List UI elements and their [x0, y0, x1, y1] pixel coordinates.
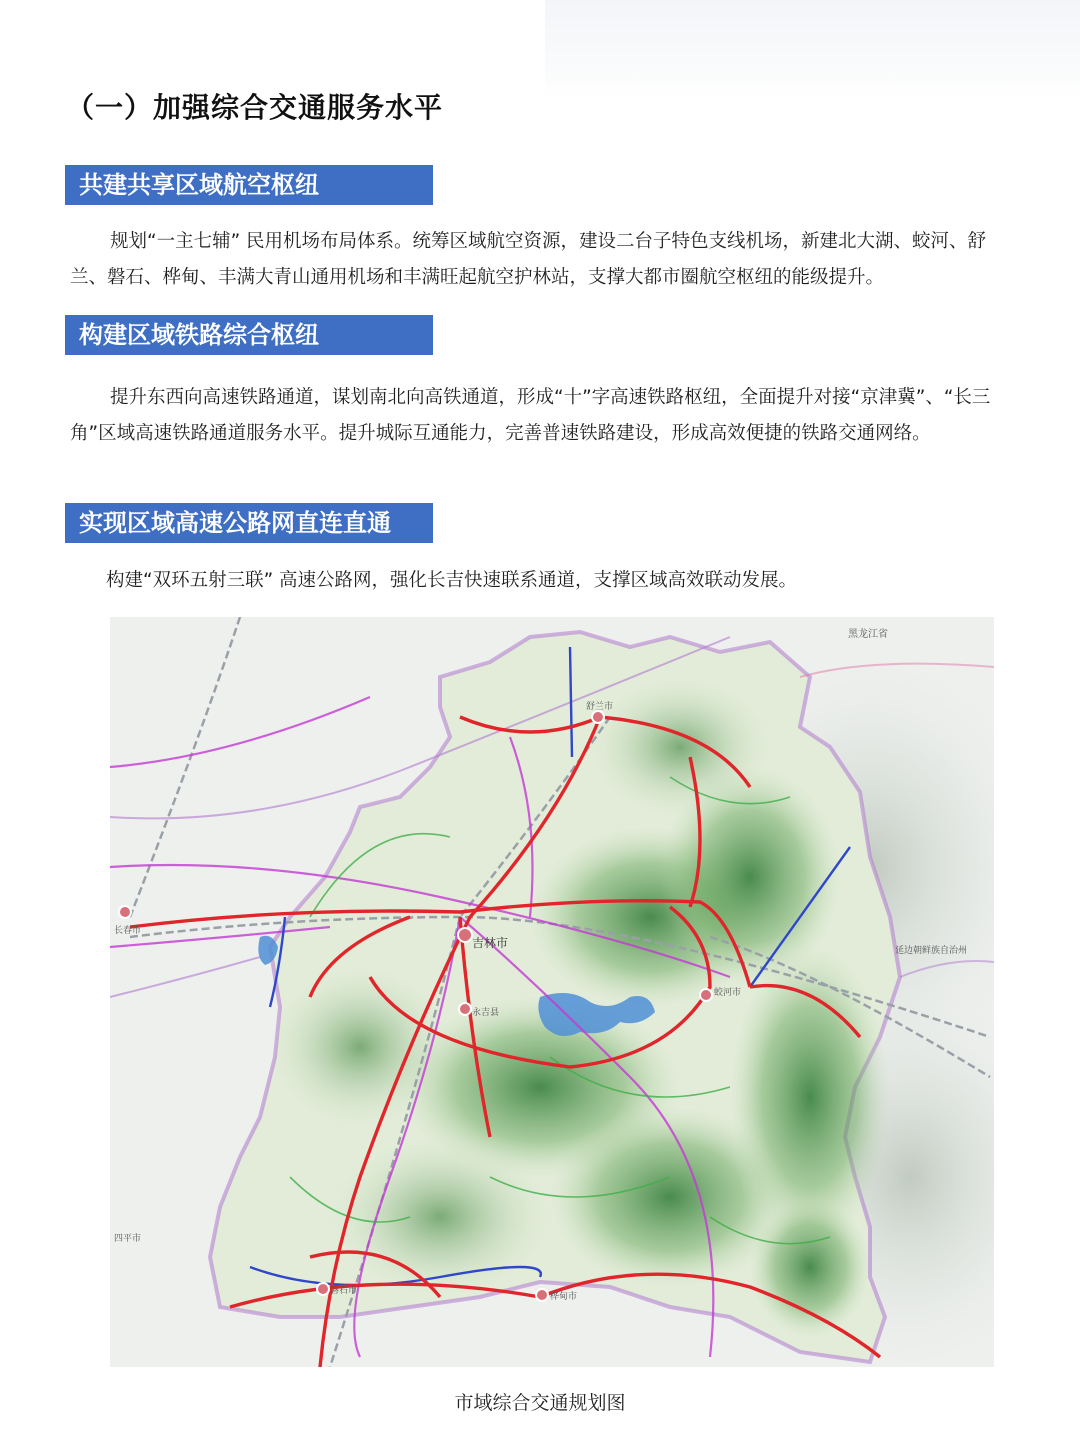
section-heading-label: 构建区域铁路综合枢纽 — [79, 321, 319, 349]
city-marker-changchun — [119, 906, 131, 918]
section-heading-aviation — [65, 165, 433, 205]
label-jilin: 吉林市 — [472, 936, 509, 950]
label-huadian: 桦甸市 — [550, 1292, 578, 1302]
label-yongji: 永吉县 — [472, 1008, 500, 1018]
label-panshi: 磐石市 — [330, 1286, 358, 1296]
section-heading-highway — [65, 503, 433, 543]
transport-map — [110, 617, 994, 1367]
city-marker-huadian — [536, 1289, 548, 1301]
corner-shade — [545, 0, 1080, 100]
city-marker-shulan — [592, 711, 604, 723]
city-marker-panshi — [317, 1283, 329, 1295]
section-text-aviation: 规划“一主七辅” 民用机场布局体系。统筹区域航空资源，建设二台子特色支线机场，新建北大湖、蛟河、舒兰、磐石、桦甸、丰满大青山通用机场和丰满旺起航空护林站，支撑大都市圈航空枢纽的能级提升。 — [70, 231, 987, 288]
label-changchun: 长春市 — [114, 926, 142, 936]
label-yanbian: 延边朝鲜族自治州 — [895, 946, 968, 956]
city-marker-jilin — [458, 928, 472, 942]
section-heading-label: 共建共享区域航空枢纽 — [79, 171, 319, 199]
map-caption: 市域综合交通规划图 — [454, 1392, 626, 1414]
city-marker-jiaohe — [700, 989, 712, 1001]
label-heilongjiang: 黑龙江省 — [848, 629, 888, 640]
section-text-railway: 提升东西向高速铁路通道，谋划南北向高铁通道，形成“十”字高速铁路枢纽，全面提升对接“京津冀”、“长三角”区域高速铁路通道服务水平。提升城际互通能力，完善普速铁路建设，形成高效便捷的铁路交通网络。 — [70, 387, 991, 444]
city-marker-yongji — [459, 1003, 471, 1015]
section-heading-label: 实现区域高速公路网直连直通 — [79, 509, 391, 537]
section-heading-railway — [65, 315, 433, 355]
label-siping: 四平市 — [114, 1234, 142, 1244]
label-shulan: 舒兰市 — [586, 702, 614, 712]
page-title: （一）加强综合交通服务水平 — [66, 91, 444, 124]
label-jiaohe: 蛟河市 — [714, 988, 742, 998]
section-text-highway: 构建“双环五射三联” 高速公路网，强化长吉快速联系通道，支撑区域高效联动发展。 — [106, 570, 798, 591]
